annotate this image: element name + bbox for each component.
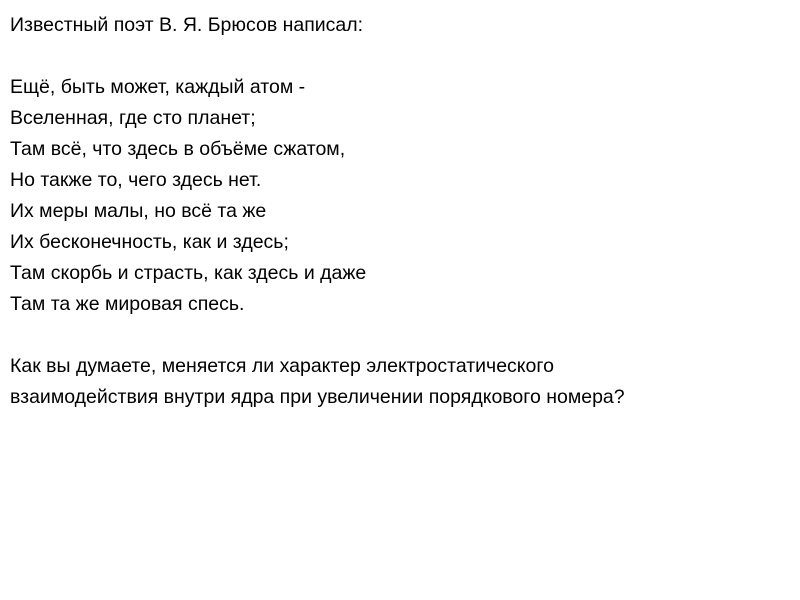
poem-line-3: Там всё, что здесь в объёме сжатом,	[10, 138, 346, 160]
question-line-1: Как вы думаете, меняется ли характер электростатического	[10, 355, 554, 377]
blank-line	[10, 41, 625, 72]
poem-line-4: Но также то, чего здесь нет.	[10, 169, 262, 191]
poem-line-5: Их меры малы, но всё та же	[10, 200, 267, 222]
question-line-2: взаимодействия внутри ядра при увеличении порядкового номера?	[10, 386, 625, 408]
intro-line: Известный поэт В. Я. Брюсов написал:	[10, 14, 364, 36]
poem-line-8: Там та же мировая спесь.	[10, 293, 245, 315]
poem-line-6: Их бесконечность, как и здесь;	[10, 231, 289, 253]
poem-line-2: Вселенная, где сто планет;	[10, 107, 256, 129]
slide-text-block	[10, 10, 625, 413]
blank-line	[10, 320, 625, 351]
poem-line-7: Там скорбь и страсть, как здесь и даже	[10, 262, 367, 284]
poem-line-1: Ещё, быть может, каждый атом -	[10, 76, 306, 98]
